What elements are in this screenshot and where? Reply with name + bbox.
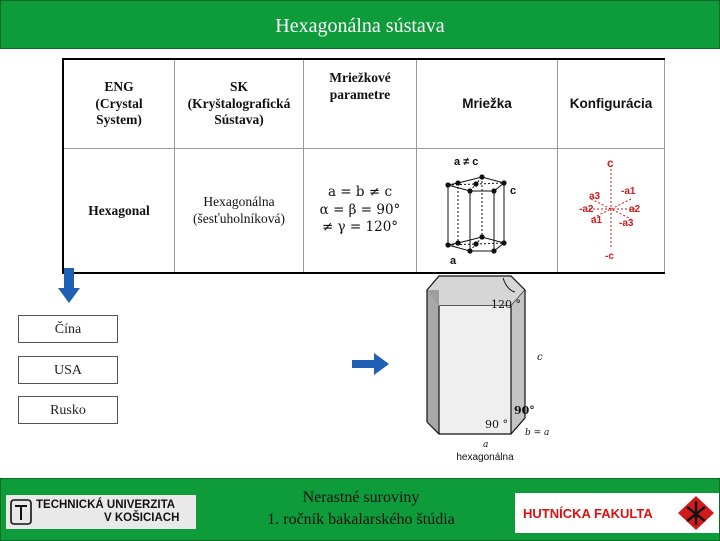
cell-eng [63,149,175,273]
faculty-logo-box [515,493,719,533]
config-label-a1: a1 [591,215,603,226]
arrow-down-icon [58,268,80,304]
table-header-row [63,59,665,149]
country-box-usa: USA [18,356,118,384]
footer-bar [0,478,720,541]
table-row [63,149,665,273]
lattice-label-a: a [450,255,457,267]
config-label-neg-a3: -a3 [619,218,634,229]
prism-angle-left: 90 ° [485,418,508,431]
crystal-system-table [62,58,658,267]
config-label-a2: a2 [629,204,641,215]
prism-label-b: b = a [525,428,550,438]
header-sk: SK (Kryštalografická Sústava) [175,59,304,149]
cell-parameters: a = b ≠ c α = β = 90° ≠ γ = 120° [304,149,417,273]
faculty-emblem-icon [677,495,715,531]
prism-label-c: c [537,352,543,363]
faculty-name: HUTNÍCKA FAKULTA [523,506,653,521]
lattice-label-c: c [510,185,517,197]
prism-caption: hexagonálna [456,452,514,463]
cell-lattice [417,149,558,273]
header-parameters: Mriežkové parametre [304,59,417,149]
config-label-neg-a2: -a2 [579,204,594,215]
course-info [231,487,491,531]
axes-configuration-diagram [559,149,663,267]
slide-title: Hexagonálna sústava [0,0,720,49]
arrow-right-icon [352,353,390,375]
cell-sk: Hexagonálna (šesťuholníková) [175,149,304,273]
country-box-china: Čína [18,315,118,343]
config-label-neg-c: -c [605,251,614,262]
config-label-neg-a1: -a1 [621,186,636,197]
hexagonal-prism-illustration [415,268,560,453]
university-logo-box [6,495,196,529]
hexagonal-lattice-diagram [418,149,556,267]
system-name-eng: Hexagonal [88,202,150,218]
prism-angle-right: 90° [514,404,535,417]
course-year: 1. ročník bakalarského štúdia [267,511,455,528]
header-configuration: Konfigurácia [558,59,665,149]
cell-configuration [558,149,665,273]
config-label-a3: a3 [589,191,601,202]
lattice-label-top: a ≠ c [454,156,479,168]
header-eng: ENG (Crystal System) [63,59,175,149]
country-box-russia: Rusko [18,396,118,424]
config-label-c: c [607,156,614,170]
header-lattice: Mriežka [417,59,558,149]
course-name: Nerastné suroviny [302,489,420,506]
university-name: TECHNICKÁ UNIVERZITA V KOŠICIACH [36,499,180,524]
prism-angle-top: 120 ° [491,298,521,311]
prism-label-a: a [483,440,489,450]
university-logo-icon [10,498,32,526]
